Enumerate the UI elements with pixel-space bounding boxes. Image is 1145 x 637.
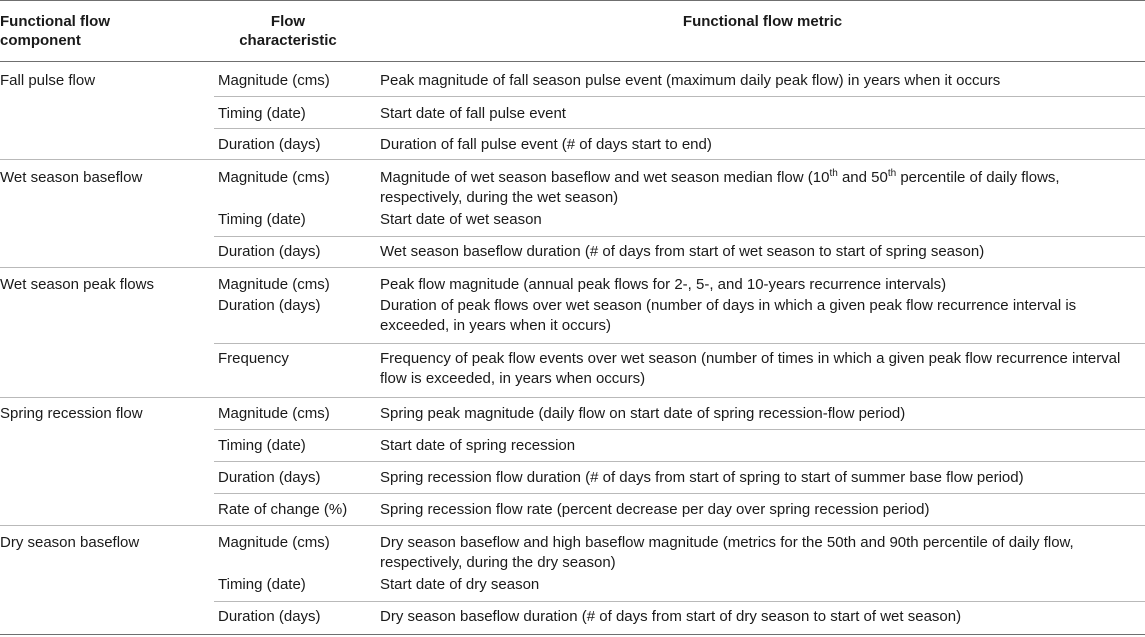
characteristic-cell: Timing (date) xyxy=(218,105,306,122)
metric-cell: Dry season baseflow and high baseflow magnitude (metrics for the 50th and 90th percentile of daily flow, respectively, during the dry season) xyxy=(380,534,1074,571)
header-characteristic: Flow characteristic xyxy=(239,13,337,49)
metric-cell: Wet season baseflow duration (# of days from start of wet season to start of spring season) xyxy=(380,243,985,260)
metric-cell: Duration of fall pulse event (# of days start to end) xyxy=(380,136,712,153)
header-rule xyxy=(0,61,1145,62)
group-rule xyxy=(0,397,1145,398)
row-rule xyxy=(214,601,1145,602)
header-metric: Functional flow metric xyxy=(682,13,843,30)
row-rule xyxy=(214,461,1145,462)
characteristic-cell: Timing (date) xyxy=(218,576,306,593)
group-rule xyxy=(0,159,1145,160)
row-rule xyxy=(214,493,1145,494)
metric-cell: Frequency of peak flow events over wet season (number of times in which a given peak flow recurrence interval flow is exceeded, in years when occurs) xyxy=(380,350,1121,387)
component-label: Spring recession flow xyxy=(0,405,143,422)
characteristic-cell: Duration (days) xyxy=(218,469,321,486)
table-top-rule xyxy=(0,0,1145,1)
characteristic-cell: Timing (date) xyxy=(218,211,306,228)
characteristic-cell: Duration (days) xyxy=(218,243,321,260)
row-rule xyxy=(214,236,1145,237)
metric-cell: Start date of wet season xyxy=(380,211,542,228)
characteristic-cell: Rate of change (%) xyxy=(218,501,348,518)
row-rule xyxy=(214,343,1145,344)
metric-cell: Spring recession flow duration (# of days from start of spring to start of summer base flow period) xyxy=(380,469,1024,486)
component-label: Wet season peak flows xyxy=(0,276,154,293)
metric-cell: Peak flow magnitude (annual peak flows for 2-, 5-, and 10-years recurrence intervals) xyxy=(380,276,947,293)
metric-cell: Duration of peak flows over wet season (number of days in which a given peak flow recurrence interval is exceeded, in years when it occurs) xyxy=(380,297,1077,334)
metric-cell: Magnitude of wet season baseflow and wet season median flow (10th and 50th percentile of daily flows, respectively, during the wet season) xyxy=(380,168,1060,206)
characteristic-cell: Magnitude (cms) xyxy=(218,276,330,293)
metric-cell: Start date of fall pulse event xyxy=(380,105,566,122)
component-label: Dry season baseflow xyxy=(0,534,140,551)
characteristic-cell: Duration (days) xyxy=(218,136,321,153)
metric-cell: Peak magnitude of fall season pulse event (maximum daily peak flow) in years when it occurs xyxy=(380,72,1001,89)
characteristic-cell: Magnitude (cms) xyxy=(218,169,330,186)
row-rule xyxy=(214,429,1145,430)
component-label: Wet season baseflow xyxy=(0,169,143,186)
characteristic-cell: Magnitude (cms) xyxy=(218,405,330,422)
metric-cell: Spring recession flow rate (percent decrease per day over spring recession period) xyxy=(380,501,930,518)
characteristic-cell: Frequency xyxy=(218,350,289,367)
group-rule xyxy=(0,525,1145,526)
row-rule xyxy=(214,128,1145,129)
characteristic-cell: Timing (date) xyxy=(218,437,306,454)
characteristic-cell: Duration (days) xyxy=(218,297,321,314)
metric-cell: Start date of spring recession xyxy=(380,437,576,454)
metric-cell: Dry season baseflow duration (# of days from start of dry season to start of wet season) xyxy=(380,608,962,625)
metric-cell: Start date of dry season xyxy=(380,576,540,593)
group-rule xyxy=(0,267,1145,268)
header-component: Functional flow component xyxy=(0,13,110,49)
characteristic-cell: Magnitude (cms) xyxy=(218,72,330,89)
characteristic-cell: Duration (days) xyxy=(218,608,321,625)
component-label: Fall pulse flow xyxy=(0,72,96,89)
row-rule xyxy=(214,96,1145,97)
table-bottom-rule xyxy=(0,634,1145,635)
metric-cell: Spring peak magnitude (daily flow on start date of spring recession-flow period) xyxy=(380,405,906,422)
characteristic-cell: Magnitude (cms) xyxy=(218,534,330,551)
